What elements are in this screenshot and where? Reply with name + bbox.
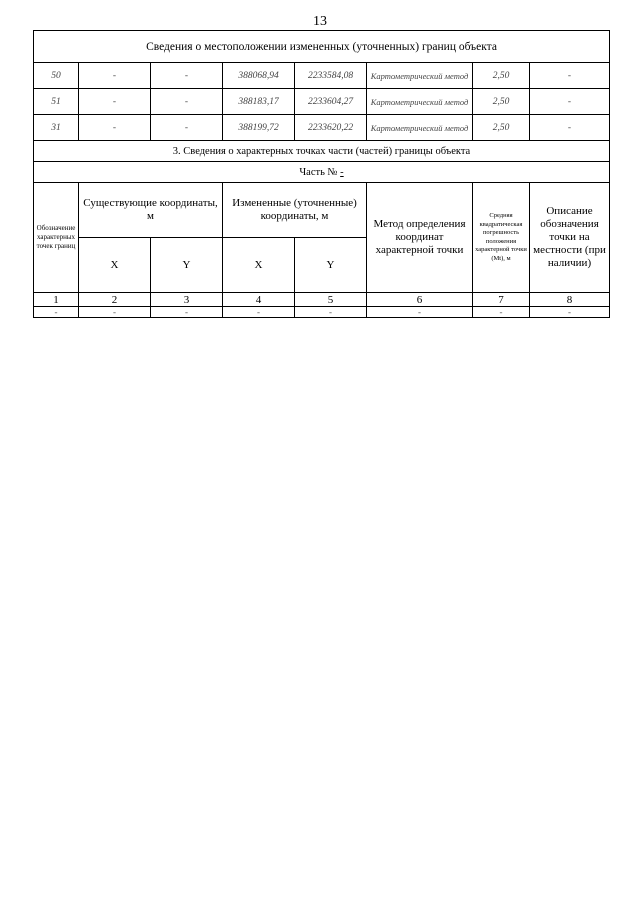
boundary-table [33,30,610,318]
section3-title: 3. Сведения о характерных точках части (частей) границы объекта [34,141,610,162]
table-cell: - [79,115,151,141]
table-cell: 2,50 [473,115,530,141]
changed-boundaries-title: Сведения о местоположении измененных (уточненных) границ объекта [34,31,610,63]
table-cell: - [151,115,223,141]
section3-title-row [34,141,610,162]
table-cell: - [34,307,79,318]
table-cell: - [151,307,223,318]
header-existing-y: Y [151,238,223,293]
table-cell: 2233604,27 [295,89,367,115]
table-cell: - [79,307,151,318]
table-cell: 2233584,08 [295,63,367,89]
table-cell: - [367,307,473,318]
table-cell: 2,50 [473,63,530,89]
header-description: Описание обозначения точки на местности (при наличии) [530,183,610,293]
table-cell: Картометрический метод [367,89,473,115]
header-accuracy: Средняя квадратическая погрешность положения характерной точки (Mt), м [473,183,530,293]
table-cell: - [530,307,610,318]
column-number: 4 [223,293,295,307]
part-value: - [340,166,344,178]
header-changed-x: X [223,238,295,293]
table-row [34,89,610,115]
column-number: 6 [367,293,473,307]
part-label-cell [34,162,610,183]
part-row [34,162,610,183]
table-cell: 388068,94 [223,63,295,89]
changed-boundaries-title-row [34,31,610,63]
table-cell: - [295,307,367,318]
column-number: 3 [151,293,223,307]
table-cell: 388199,72 [223,115,295,141]
page-number: 13 [313,14,327,29]
column-number: 7 [473,293,530,307]
table-row [34,307,610,318]
column-number-row [34,293,610,307]
table-cell: Картометрический метод [367,63,473,89]
header-point-designation: Обозначение характерных точек границ [34,183,79,293]
column-number: 1 [34,293,79,307]
part-label: Часть № [299,166,338,178]
section3-header-row [34,183,610,238]
table-row [34,115,610,141]
table-cell: - [151,89,223,115]
header-changed-coords: Измененные (уточненные) координаты, м [223,183,367,238]
table-cell: Картометрический метод [367,115,473,141]
table-cell: 2,50 [473,89,530,115]
column-number: 2 [79,293,151,307]
header-existing-x: X [79,238,151,293]
header-changed-y: Y [295,238,367,293]
table-cell: 388183,17 [223,89,295,115]
column-number: 5 [295,293,367,307]
table-cell: - [79,63,151,89]
column-number: 8 [530,293,610,307]
table-cell: - [530,115,610,141]
table-cell: - [530,63,610,89]
table-row [34,63,610,89]
table-cell: - [473,307,530,318]
header-method: Метод определения координат характерной точки [367,183,473,293]
table-cell: - [79,89,151,115]
table-cell: 31 [34,115,79,141]
header-existing-coords: Существующие координаты, м [79,183,223,238]
table-cell: 51 [34,89,79,115]
table-cell: - [151,63,223,89]
table-cell: 50 [34,63,79,89]
table-cell: - [530,89,610,115]
table-cell: - [223,307,295,318]
table-cell: 2233620,22 [295,115,367,141]
